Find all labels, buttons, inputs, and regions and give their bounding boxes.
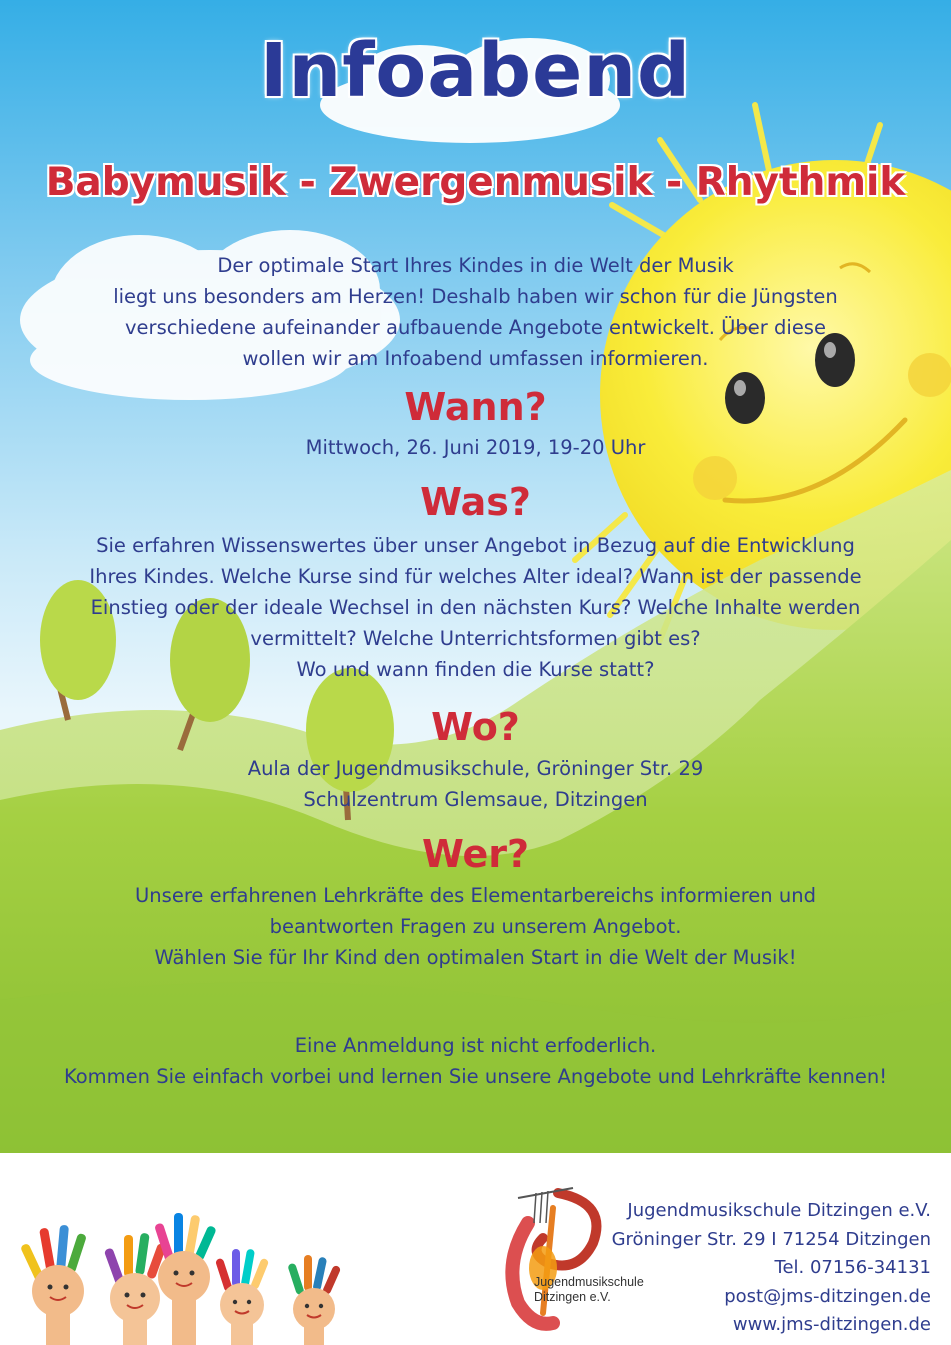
painted-hands-icon (10, 1203, 370, 1345)
hand-icon (154, 1213, 217, 1345)
section-wann-text (0, 432, 951, 463)
closing-line: Kommen Sie einfach vorbei und lernen Sie unsere Angebote und Lehrkräfte kennen! (63, 1065, 888, 1088)
contact-website-link[interactable]: www.jms-ditzingen.de (732, 1314, 931, 1335)
section-line: beantworten Fragen zu unserem Angebot. (269, 915, 682, 938)
section-line: Einstieg oder der ideale Wechsel in den nächsten Kurs? Welche Inhalte werden (90, 596, 861, 619)
section-line: Wählen Sie für Ihr Kind den optimalen Start in die Welt der Musik! (154, 946, 797, 969)
contact-email-link[interactable]: post@jms-ditzingen.de (724, 1285, 931, 1307)
intro-text (0, 250, 951, 374)
page-title: Infoabend (260, 28, 691, 114)
section-line: Unsere erfahrenen Lehrkräfte des Elementarbereichs informieren und (135, 884, 816, 907)
logo-line: Ditzingen e.V. (534, 1290, 611, 1304)
page-subtitle: Babymusik - Zwergenmusik - Rhythmik (45, 160, 906, 205)
contact-phone: Tel. 07156-34131 (774, 1257, 931, 1278)
section-line: Aula der Jugendmusikschule, Gröninger Str. 29 (247, 757, 704, 780)
section-line: Mittwoch, 26. Juni 2019, 19-20 Uhr (305, 436, 646, 459)
section-line: vermittelt? Welche Unterrichtsformen gibt es? (250, 627, 701, 650)
heading-was: Was? (420, 480, 531, 524)
logo-line: Jugendmusikschule (534, 1275, 644, 1289)
violin-clef-logo-icon (498, 1183, 618, 1333)
closing-text (0, 1030, 951, 1092)
hand-icon (287, 1255, 341, 1345)
contact-block (612, 1197, 931, 1340)
section-line: Sie erfahren Wissenswertes über unser Angebot in Bezug auf die Entwicklung (96, 534, 855, 557)
section-was-text (0, 530, 951, 685)
section-line: Schulzentrum Glemsaue, Ditzingen (303, 788, 648, 811)
section-line: Ihres Kindes. Welche Kurse sind für welches Alter ideal? Wann ist der passende (89, 565, 862, 588)
hand-icon (20, 1225, 87, 1345)
closing-line: Eine Anmeldung ist nicht erfoderlich. (294, 1034, 657, 1057)
section-wer-text (0, 880, 951, 973)
hand-icon (215, 1249, 269, 1345)
heading-wo: Wo? (431, 705, 520, 749)
hand-icon (104, 1233, 167, 1345)
section-line: Wo und wann finden die Kurse statt? (296, 658, 655, 681)
contact-address: Gröninger Str. 29 I 71254 Ditzingen (611, 1228, 931, 1250)
intro-line: Der optimale Start Ihres Kindes in die Welt der Musik (217, 254, 734, 277)
heading-wann: Wann? (404, 385, 547, 429)
intro-line: wollen wir am Infoabend umfassen informieren. (242, 347, 709, 370)
intro-line: verschiedene aufeinander aufbauende Angebote entwickelt. Über diese (125, 316, 826, 339)
heading-wer: Wer? (421, 832, 530, 876)
intro-line: liegt uns besonders am Herzen! Deshalb haben wir schon für die Jüngsten (113, 285, 838, 308)
contact-name: Jugendmusikschule Ditzingen e.V. (627, 1200, 931, 1221)
section-wo-text (0, 753, 951, 815)
